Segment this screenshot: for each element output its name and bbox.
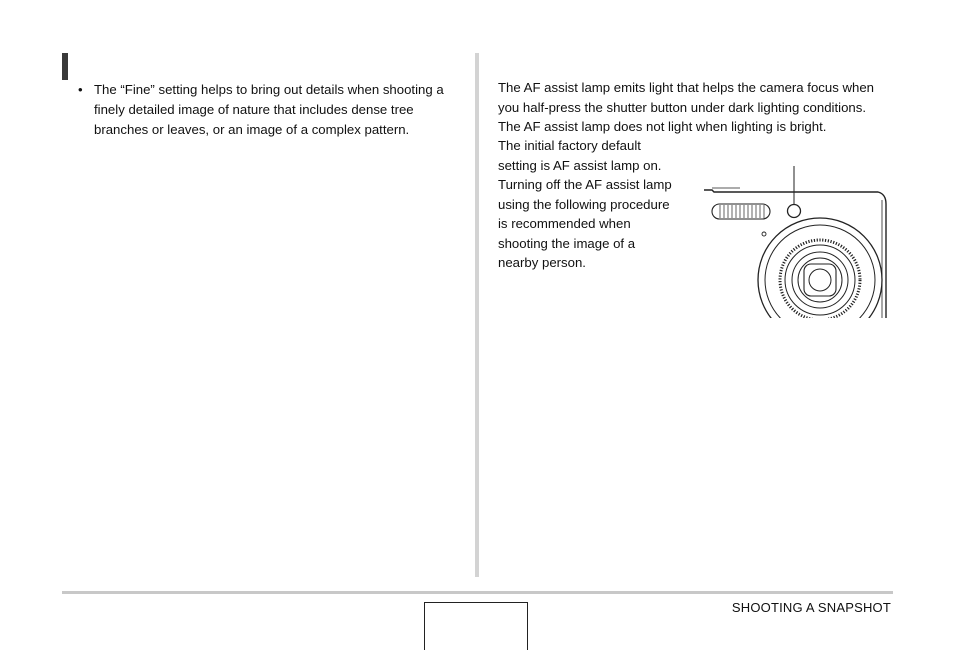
af-assist-recommendation: [498, 136, 688, 273]
camera-front-illustration: [700, 160, 890, 320]
fine-setting-notes: [78, 80, 458, 140]
text-line: shooting the image of a: [498, 235, 636, 251]
column-divider: [475, 53, 479, 577]
text-line: Turning off the AF assist lamp: [498, 177, 672, 192]
footer-section-title: SHOOTING A SNAPSHOT: [731, 600, 891, 615]
text-line: The AF assist lamp emits light that helps the camera focus when: [498, 80, 875, 95]
bullet-item: [78, 80, 458, 140]
af-assist-intro: [498, 78, 898, 137]
footer-rule: [62, 591, 893, 594]
bullet-icon: •: [78, 82, 83, 97]
section-heading-bar: [62, 53, 68, 80]
text-line: nearby person.: [498, 255, 586, 270]
text-line: The initial factory default: [498, 138, 641, 153]
bullet-text: The “Fine” setting helps to bring out details when shooting a finely detailed image of nature that includes dense tree branches or leaves, or an image of a complex pattern.: [94, 82, 444, 137]
text-line: using the following procedure: [498, 196, 670, 212]
text-line: you half-press the shutter button under dark lighting conditions.: [498, 99, 867, 115]
text-line: setting is AF assist lamp on.: [498, 157, 662, 173]
page-number-box: [424, 602, 528, 650]
text-line: is recommended when: [498, 216, 631, 231]
text-line: The AF assist lamp does not light when lighting is bright.: [498, 119, 827, 134]
